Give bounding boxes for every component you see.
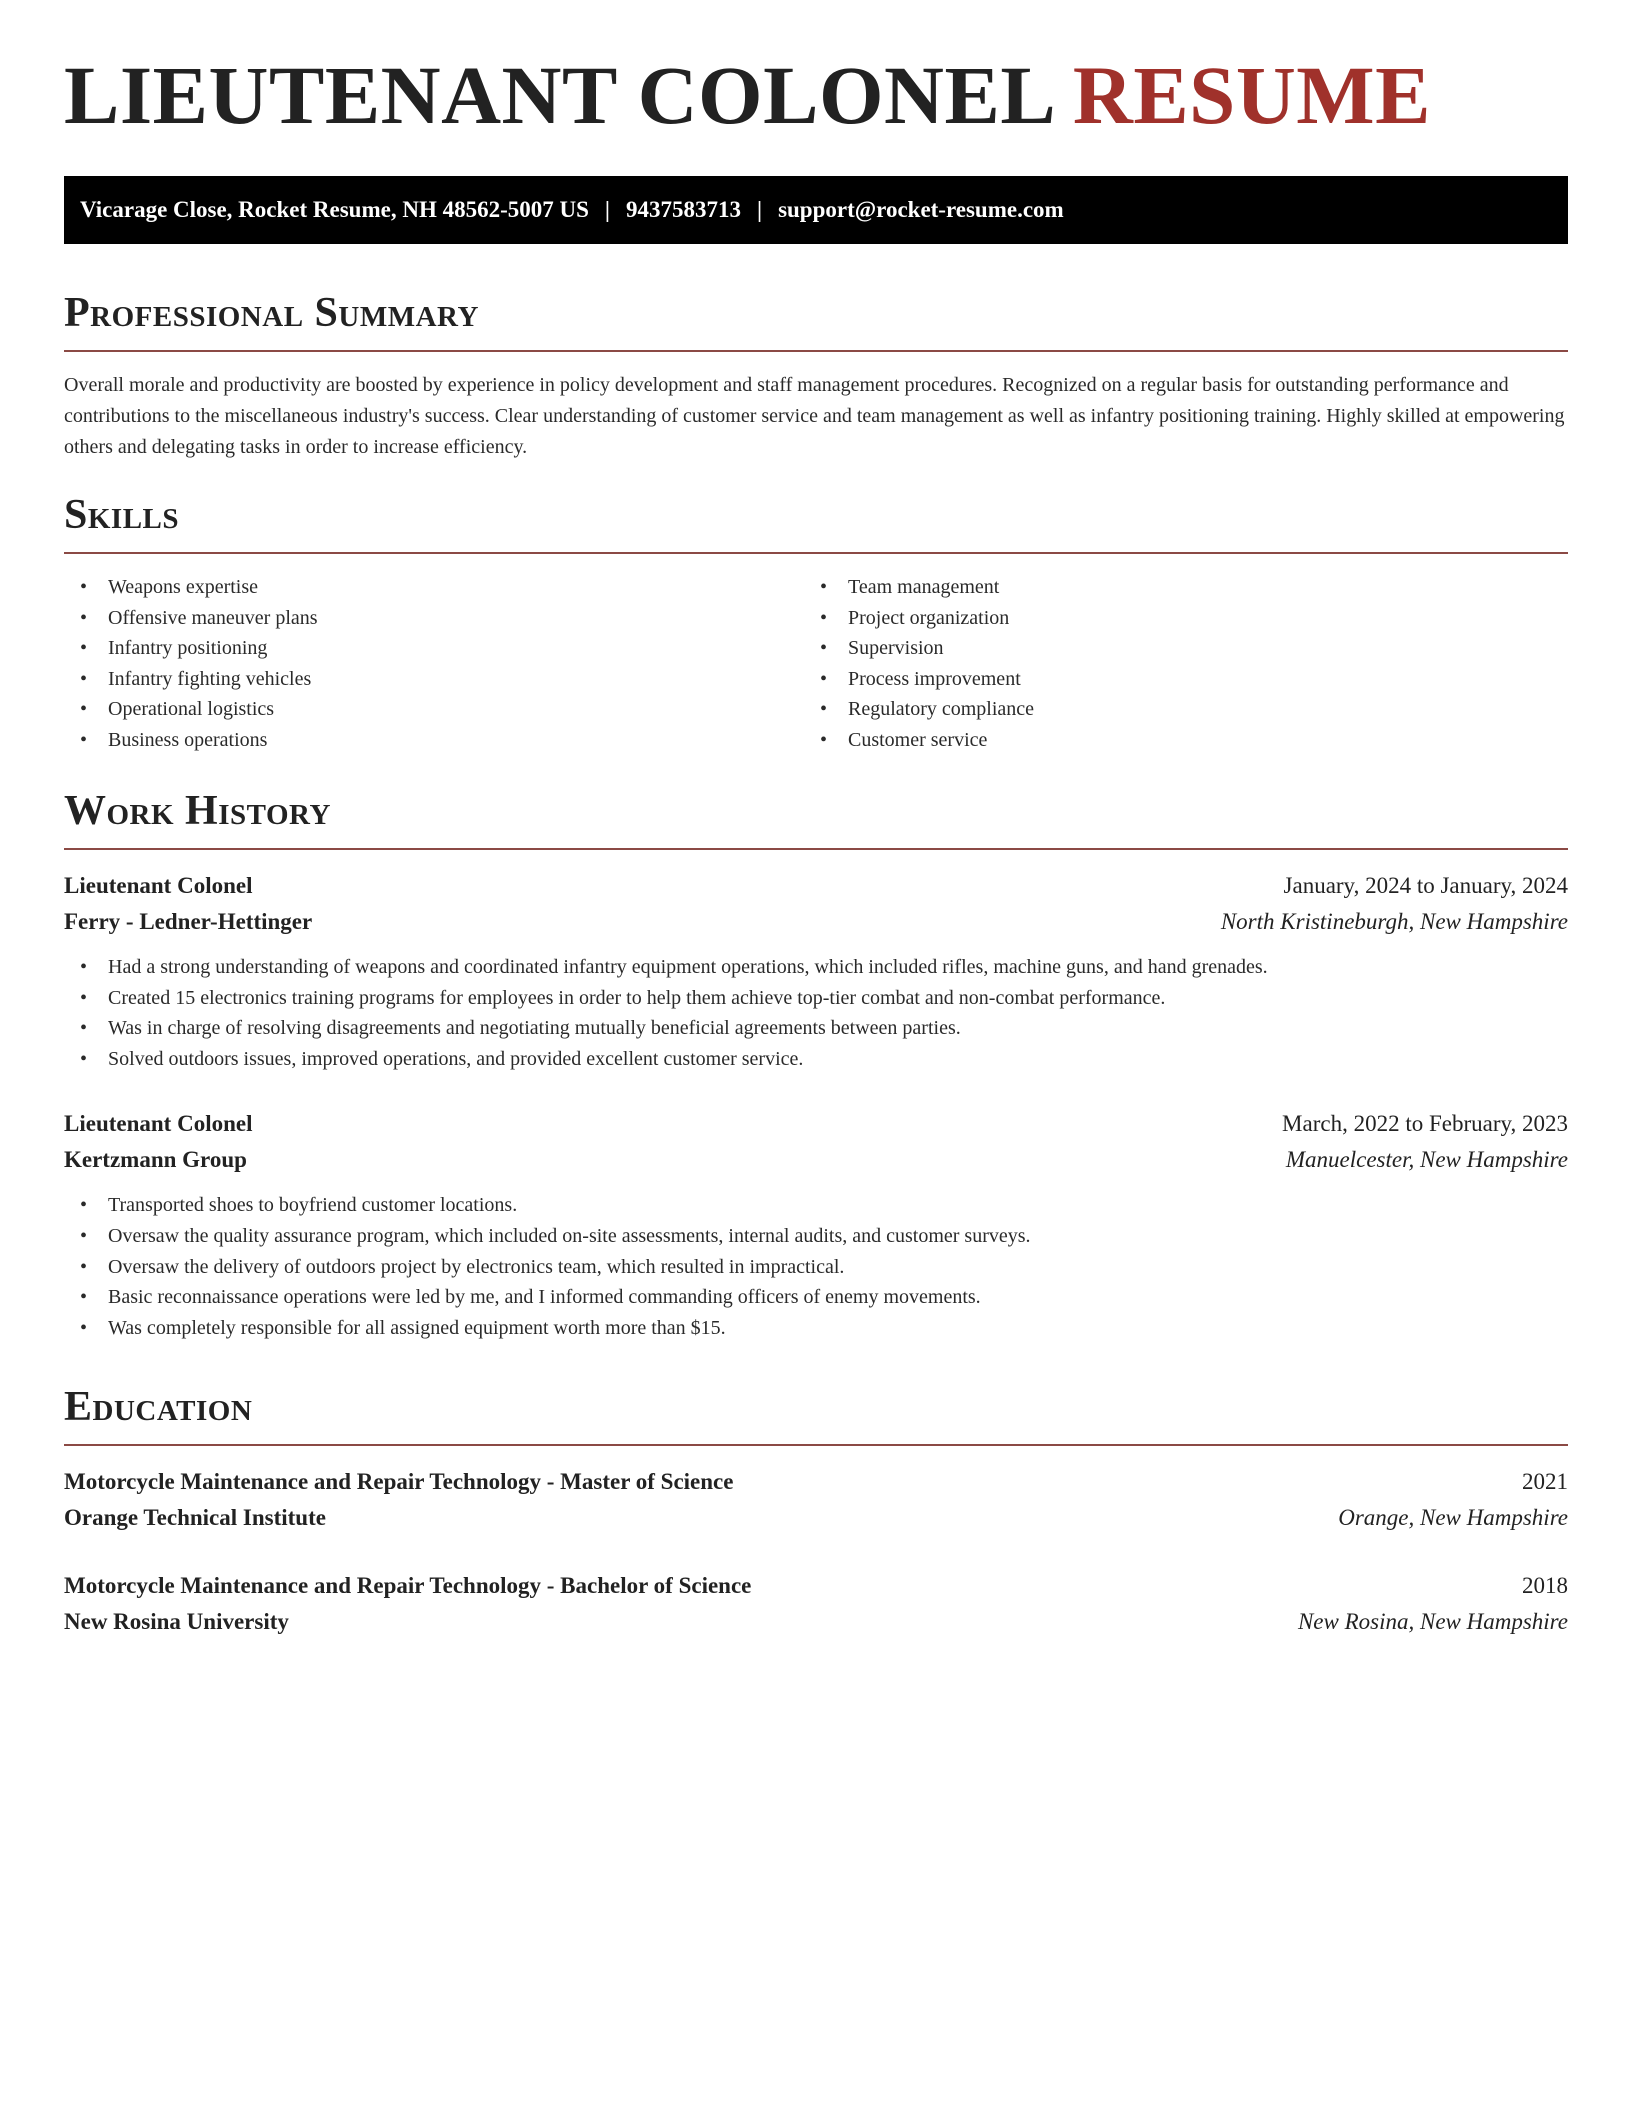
skill-item: • Project organization [804, 603, 1544, 634]
contact-phone: 9437583713 [625, 197, 741, 222]
skill-item: • Infantry fighting vehicles [64, 664, 804, 695]
job-dates: January, 2024 to January, 2024 [1283, 873, 1568, 898]
job-entry [64, 1106, 1568, 1343]
job-bullet: • Was completely responsible for all assigned equipment worth more than $15. [64, 1313, 1568, 1344]
skill-item: • Process improvement [804, 664, 1544, 695]
education-location: Orange, New Hampshire [1338, 1505, 1568, 1530]
job-bullet: • Had a strong understanding of weapons and coordinated infantry equipment operations, which included rifles, machine guns, and hand grenades. [64, 952, 1568, 983]
summary-heading: Professional Summary [64, 290, 479, 336]
title-main: LIEUTENANT COLONEL [64, 49, 1052, 141]
job-bullet: • Oversaw the quality assurance program, which included on-site assessments, internal audits, and customer surveys. [64, 1221, 1568, 1252]
education-year: 2018 [1522, 1573, 1568, 1598]
job-location: North Kristineburgh, New Hampshire [1220, 909, 1568, 934]
contact-address: Vicarage Close, Rocket Resume, NH 48562-5007 US [80, 197, 589, 222]
education-degree: Motorcycle Maintenance and Repair Technology - Bachelor of Science [64, 1573, 752, 1598]
education-section [64, 1386, 1568, 1640]
section-divider [64, 848, 1568, 850]
contact-separator: | [756, 197, 763, 222]
job-company-row [64, 904, 1568, 940]
job-company: Kertzmann Group [64, 1147, 247, 1173]
education-school-row [64, 1604, 1568, 1640]
job-company: Ferry - Ledner-Hettinger [64, 909, 313, 934]
skills-list-right [804, 572, 1544, 756]
education-degree: Motorcycle Maintenance and Repair Technology - Master of Science [64, 1469, 734, 1494]
job-bullet: • Oversaw the delivery of outdoors project by electronics team, which resulted in impractical. [64, 1252, 1568, 1283]
title-accent: RESUME [1072, 49, 1431, 141]
section-divider [64, 1444, 1568, 1446]
section-divider [64, 552, 1568, 554]
contact-bar [64, 176, 1568, 244]
skill-item: • Supervision [804, 633, 1544, 664]
education-school: New Rosina University [64, 1609, 289, 1634]
education-degree-row [64, 1464, 1568, 1500]
job-bullet: • Transported shoes to boyfriend customer locations. [64, 1190, 1568, 1221]
job-bullet: • Was in charge of resolving disagreements and negotiating mutually beneficial agreements between parties. [64, 1013, 1568, 1044]
skills-section [64, 494, 1568, 756]
education-school-row [64, 1500, 1568, 1536]
job-title: Lieutenant Colonel [64, 1111, 253, 1137]
contact-separator: | [604, 197, 610, 222]
summary-text: Overall morale and productivity are boosted by experience in policy development and staff management procedures. Recognized on a regular basis for outstanding performance and contributions to the miscellaneous industry's success. Clear understanding of customer service and team management as well as infantry positioning training. Highly skilled at empowering others and delegating tasks in order to increase efficiency. [64, 374, 1565, 458]
job-entry [64, 868, 1568, 1074]
skill-item: • Regulatory compliance [804, 694, 1544, 725]
job-bullet: • Solved outdoors issues, improved operations, and provided excellent customer service. [64, 1044, 1568, 1075]
resume-title [64, 49, 1431, 141]
skill-item: • Team management [804, 572, 1544, 603]
job-bullets [64, 952, 1568, 1074]
skill-item: • Infantry positioning [64, 633, 804, 664]
job-title: Lieutenant Colonel [64, 873, 253, 898]
skill-item: • Operational logistics [64, 694, 804, 725]
job-bullets [64, 1190, 1568, 1343]
education-location: New Rosina, New Hampshire [1297, 1609, 1568, 1634]
job-bullet: • Created 15 electronics training programs for employees in order to help them achieve top-tier combat and non-combat performance. [64, 983, 1568, 1014]
skill-item: • Offensive maneuver plans [64, 603, 804, 634]
skill-item: • Customer service [804, 725, 1544, 756]
skills-columns [64, 572, 1568, 756]
skill-item: • Weapons expertise [64, 572, 804, 603]
education-degree-row [64, 1568, 1568, 1604]
education-entry [64, 1464, 1568, 1536]
skills-list-left [64, 572, 804, 756]
job-location: Manuelcester, New Hampshire [1285, 1147, 1568, 1173]
work-history-heading: Work History [64, 788, 331, 834]
job-title-row [64, 1106, 1568, 1142]
education-entry [64, 1568, 1568, 1640]
section-divider [64, 350, 1568, 352]
work-history-section [64, 790, 1568, 1343]
job-bullet: • Basic reconnaissance operations were led by me, and I informed commanding officers of enemy movements. [64, 1282, 1568, 1313]
summary-section [64, 292, 1568, 463]
job-title-row [64, 868, 1568, 904]
skills-heading: Skills [64, 492, 180, 538]
job-dates: March, 2022 to February, 2023 [1282, 1111, 1568, 1137]
education-year: 2021 [1522, 1469, 1568, 1494]
education-heading: Education [64, 1384, 253, 1430]
job-company-row [64, 1142, 1568, 1178]
skill-item: • Business operations [64, 725, 804, 756]
contact-email: support@rocket-resume.com [778, 197, 1064, 222]
education-school: Orange Technical Institute [64, 1505, 326, 1530]
